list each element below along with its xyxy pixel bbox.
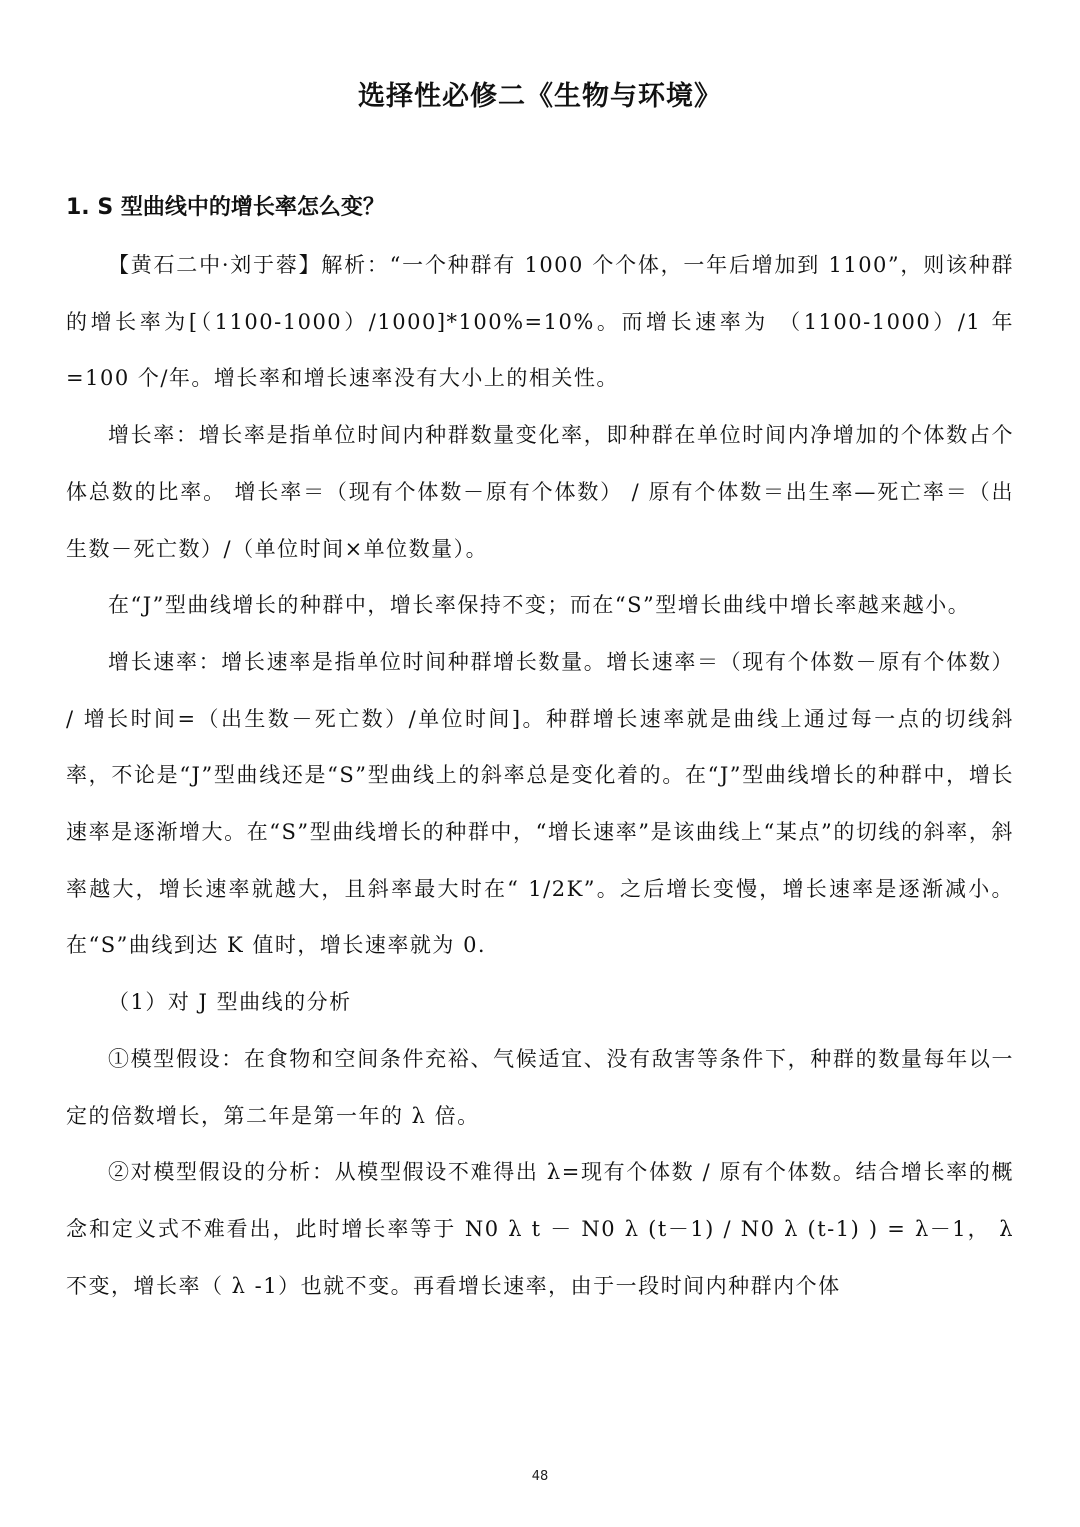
document-title: 选择性必修二《生物与环境》 bbox=[358, 81, 722, 112]
paragraph-growth-speed: 增长速率：增长速率是指单位时间种群增长数量。增长速率＝（现有个体数－原有个体数） / 增长时间=（出生数－死亡数）/单位时间]。种群增长速率就是曲线上通过每一点的切线斜率，不论是“J”型曲线还是“S”型曲线上的斜率总是变化着的。在“J”型曲线增长的种群中，增长速率是逐渐增大。在“S”型曲线增长的种群中，“增长速率”是该曲线上“某点”的切线的斜率，斜率越大，增长速率就越大，且斜率最大时在“ 1/2K”。之后增长变慢，增长速率是逐渐减小。在“S”曲线到达 K 值时，增长速率就为 0. bbox=[66, 649, 1014, 958]
page-number: 48 bbox=[531, 1469, 549, 1484]
paragraph-growth-rate: 增长率：增长率是指单位时间内种群数量变化率，即种群在单位时间内净增加的个体数占个体总数的比率。 增长率＝（现有个体数－原有个体数） / 原有个体数＝出生率—死亡率＝（出生数－死亡数）/（单位时间×单位数量）。 bbox=[66, 423, 1014, 561]
question-heading: 1. S 型曲线中的增长率怎么变？ bbox=[66, 195, 385, 220]
paragraph-model-assumption: ①模型假设：在食物和空间条件充裕、气候适宜、没有敌害等条件下，种群的数量每年以一定的倍数增长，第二年是第一年的 λ 倍。 bbox=[66, 1046, 1014, 1128]
paragraph-j-curve-heading: （1）对 J 型曲线的分析 bbox=[108, 990, 352, 1015]
paragraph-model-analysis: ②对模型假设的分析：从模型假设不难得出 λ=现有个体数 / 原有个体数。结合增长率的概念和定义式不难看出，此时增长率等于 N0 λ t － N0 λ (t－1) / N0 λ (t-1) ) = λ－1， λ 不变，增长率（ λ -1）也就不变。再看增长速率，由于一段时间内种群内个体 bbox=[66, 1160, 1014, 1298]
paragraph-analysis: 【黄石二中·刘于蓉】解析：“一个种群有 1000 个个体，一年后增加到 1100”，则该种群的增长率为[（1100-1000）/1000]*100%=10%。而增长速率为 （1100-1000）/1 年=100 个/年。增长率和增长速率没有大小上的相关性。 bbox=[66, 253, 1014, 391]
body-text bbox=[66, 237, 1014, 1314]
paragraph-j-s-comparison: 在“J”型曲线增长的种群中，增长率保持不变；而在“S”型增长曲线中增长率越来越小。 bbox=[108, 593, 971, 618]
